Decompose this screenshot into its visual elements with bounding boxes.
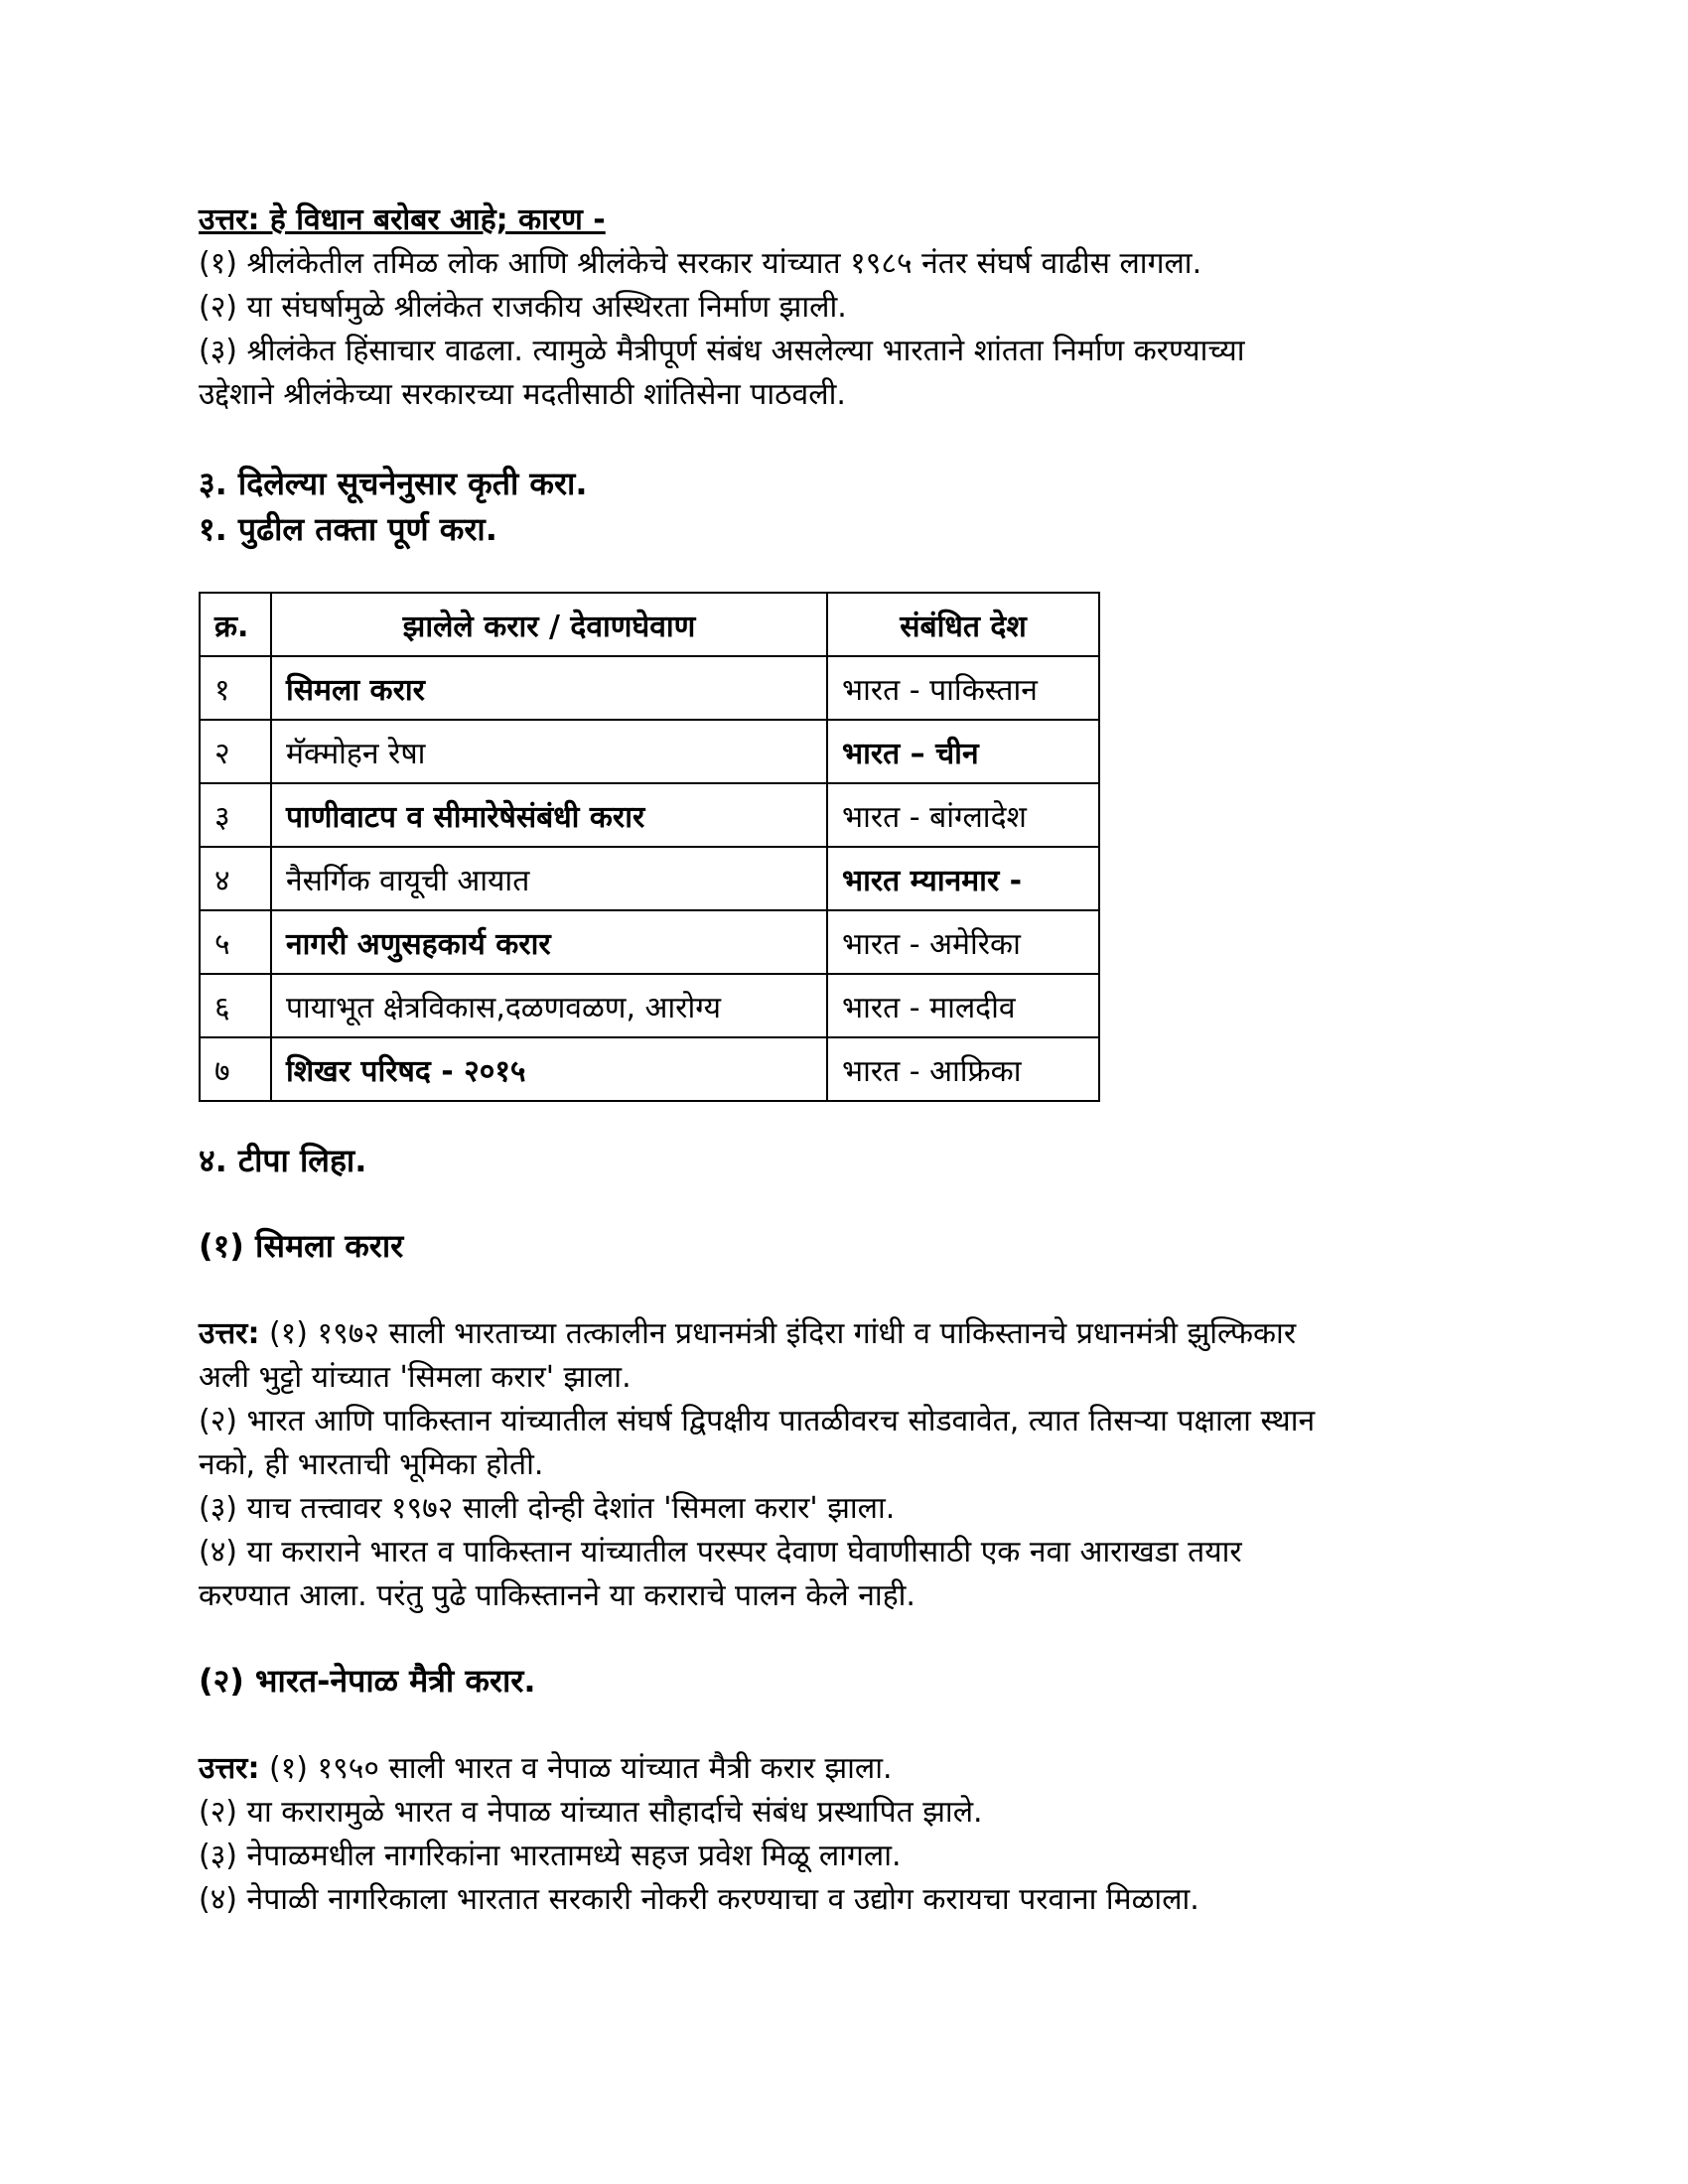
note-india-nepal [199,1658,1489,1922]
answer-point: उद्देशाने श्रीलंकेच्या सरकारच्या मदतीसाठी शांतिसेना पाठवली. [199,377,846,412]
note-text: (१) १९५० साली भारत व नेपाळ यांच्यात मैत्री करार झाला. [259,1751,893,1786]
row-number: २ [200,720,271,783]
header-agreement: झालेले करार / देवाणघेवाण [271,593,827,656]
row-agreement: शिखर परिषद - २०१५ [271,1037,827,1101]
row-agreement: सिमला करार [271,656,827,720]
agreements-table [199,592,1100,1102]
answer-point: (१) श्रीलंकेतील तमिळ लोक आणि श्रीलंकेचे सरकार यांच्यात १९८५ नंतर संघर्ष वाढीस लागला. [199,246,1202,281]
note-text: (१) १९७२ साली भारताच्या तत्कालीन प्रधानमंत्री इंदिरा गांधी व पाकिस्तानचे प्रधानमंत्री झुल्फिकार [259,1316,1297,1351]
answer-label: उत्तर: [199,1316,260,1351]
row-number: ५ [200,910,271,974]
header-number: क्र. [200,593,271,656]
note-title: (१) सिमला करार [199,1227,404,1265]
note-line: (२) भारत आणि पाकिस्तान यांच्यातील संघर्ष द्विपक्षीय पातळीवरच सोडवावेत, त्यात तिसऱ्या पक्षाला स्थान [199,1404,1316,1438]
row-agreement: मॅक्मोहन रेषा [271,720,827,783]
note-line: अली भुट्टो यांच्यात 'सिमला करार' झाला. [199,1360,632,1395]
note-line: (२) या करारामुळे भारत व नेपाळ यांच्यात सौहार्दाचे संबंध प्रस्थापित झाले. [199,1795,983,1830]
row-number: ६ [200,974,271,1037]
table-row [200,656,1099,720]
row-number: ४ [200,847,271,910]
table-row [200,910,1099,974]
note-line: (३) याच तत्त्वावर १९७२ साली दोन्ही देशांत 'सिमला करार' झाला. [199,1491,896,1526]
row-country: भारत – चीन [827,720,1099,783]
row-country: भारत - आफ्रिका [827,1037,1099,1101]
note-line: (४) या कराराने भारत व पाकिस्तान यांच्यातील परस्पर देवाण घेवाणीसाठी एक नवा आराखडा तयार [199,1535,1242,1570]
answer-point: (३) श्रीलंकेत हिंसाचार वाढला. त्यामुळे मैत्रीपूर्ण संबंध असलेल्या भारताने शांतता निर्माण करण्याच्या [199,334,1245,368]
row-number: ७ [200,1037,271,1101]
note-line [199,1312,1489,1356]
row-agreement: पाणीवाटप व सीमारेषेसंबंधी करार [271,783,827,847]
row-country: भारत - मालदीव [827,974,1099,1037]
section-3-subheading: १. पुढील तक्ता पूर्ण करा. [199,510,497,548]
table-row [200,720,1099,783]
answer-label: उत्तर: [199,1751,260,1786]
row-country: भारत - बांग्लादेश [827,783,1099,847]
row-agreement: पायाभूत क्षेत्रविकास,दळणवळण, आरोग्य [271,974,827,1037]
note-simla [199,1223,1489,1618]
note-title: (२) भारत-नेपाळ मैत्री करार. [199,1662,536,1700]
table-row [200,1037,1099,1101]
table-header-row [200,593,1099,656]
row-agreement: नागरी अणुसहकार्य करार [271,910,827,974]
answer-title: उत्तर: हे विधान बरोबर आहे; कारण - [199,203,606,237]
row-country: भारत म्यानमार - [827,847,1099,910]
row-number: ३ [200,783,271,847]
note-line: (४) नेपाळी नागरिकाला भारतात सरकारी नोकरी करण्याचा व उद्योग करायचा परवाना मिळाला. [199,1882,1199,1917]
row-country: भारत - अमेरिका [827,910,1099,974]
section-3-heading: ३. दिलेल्या सूचनेनुसार कृती करा. [199,465,588,502]
note-line: (३) नेपाळमधील नागरिकांना भारतामध्ये सहज प्रवेश मिळू लागला. [199,1839,902,1873]
document-page [199,199,1489,1922]
header-country: संबंधित देश [827,593,1099,656]
row-number: १ [200,656,271,720]
answer-block [199,199,1489,417]
note-line [199,1747,1489,1791]
note-line: करण्यात आला. परंतु पुढे पाकिस्तानने या कराराचे पालन केले नाही. [199,1578,915,1613]
note-line: नको, ही भारताची भूमिका होती. [199,1447,544,1482]
section-4-heading: ४. टीपा लिहा. [199,1142,367,1179]
row-agreement: नैसर्गिक वायूची आयात [271,847,827,910]
table-row [200,783,1099,847]
table-row [200,974,1099,1037]
table-row [200,847,1099,910]
answer-point: (२) या संघर्षामुळे श्रीलंकेत राजकीय अस्थिरता निर्माण झाली. [199,290,847,325]
row-country: भारत - पाकिस्तान [827,656,1099,720]
